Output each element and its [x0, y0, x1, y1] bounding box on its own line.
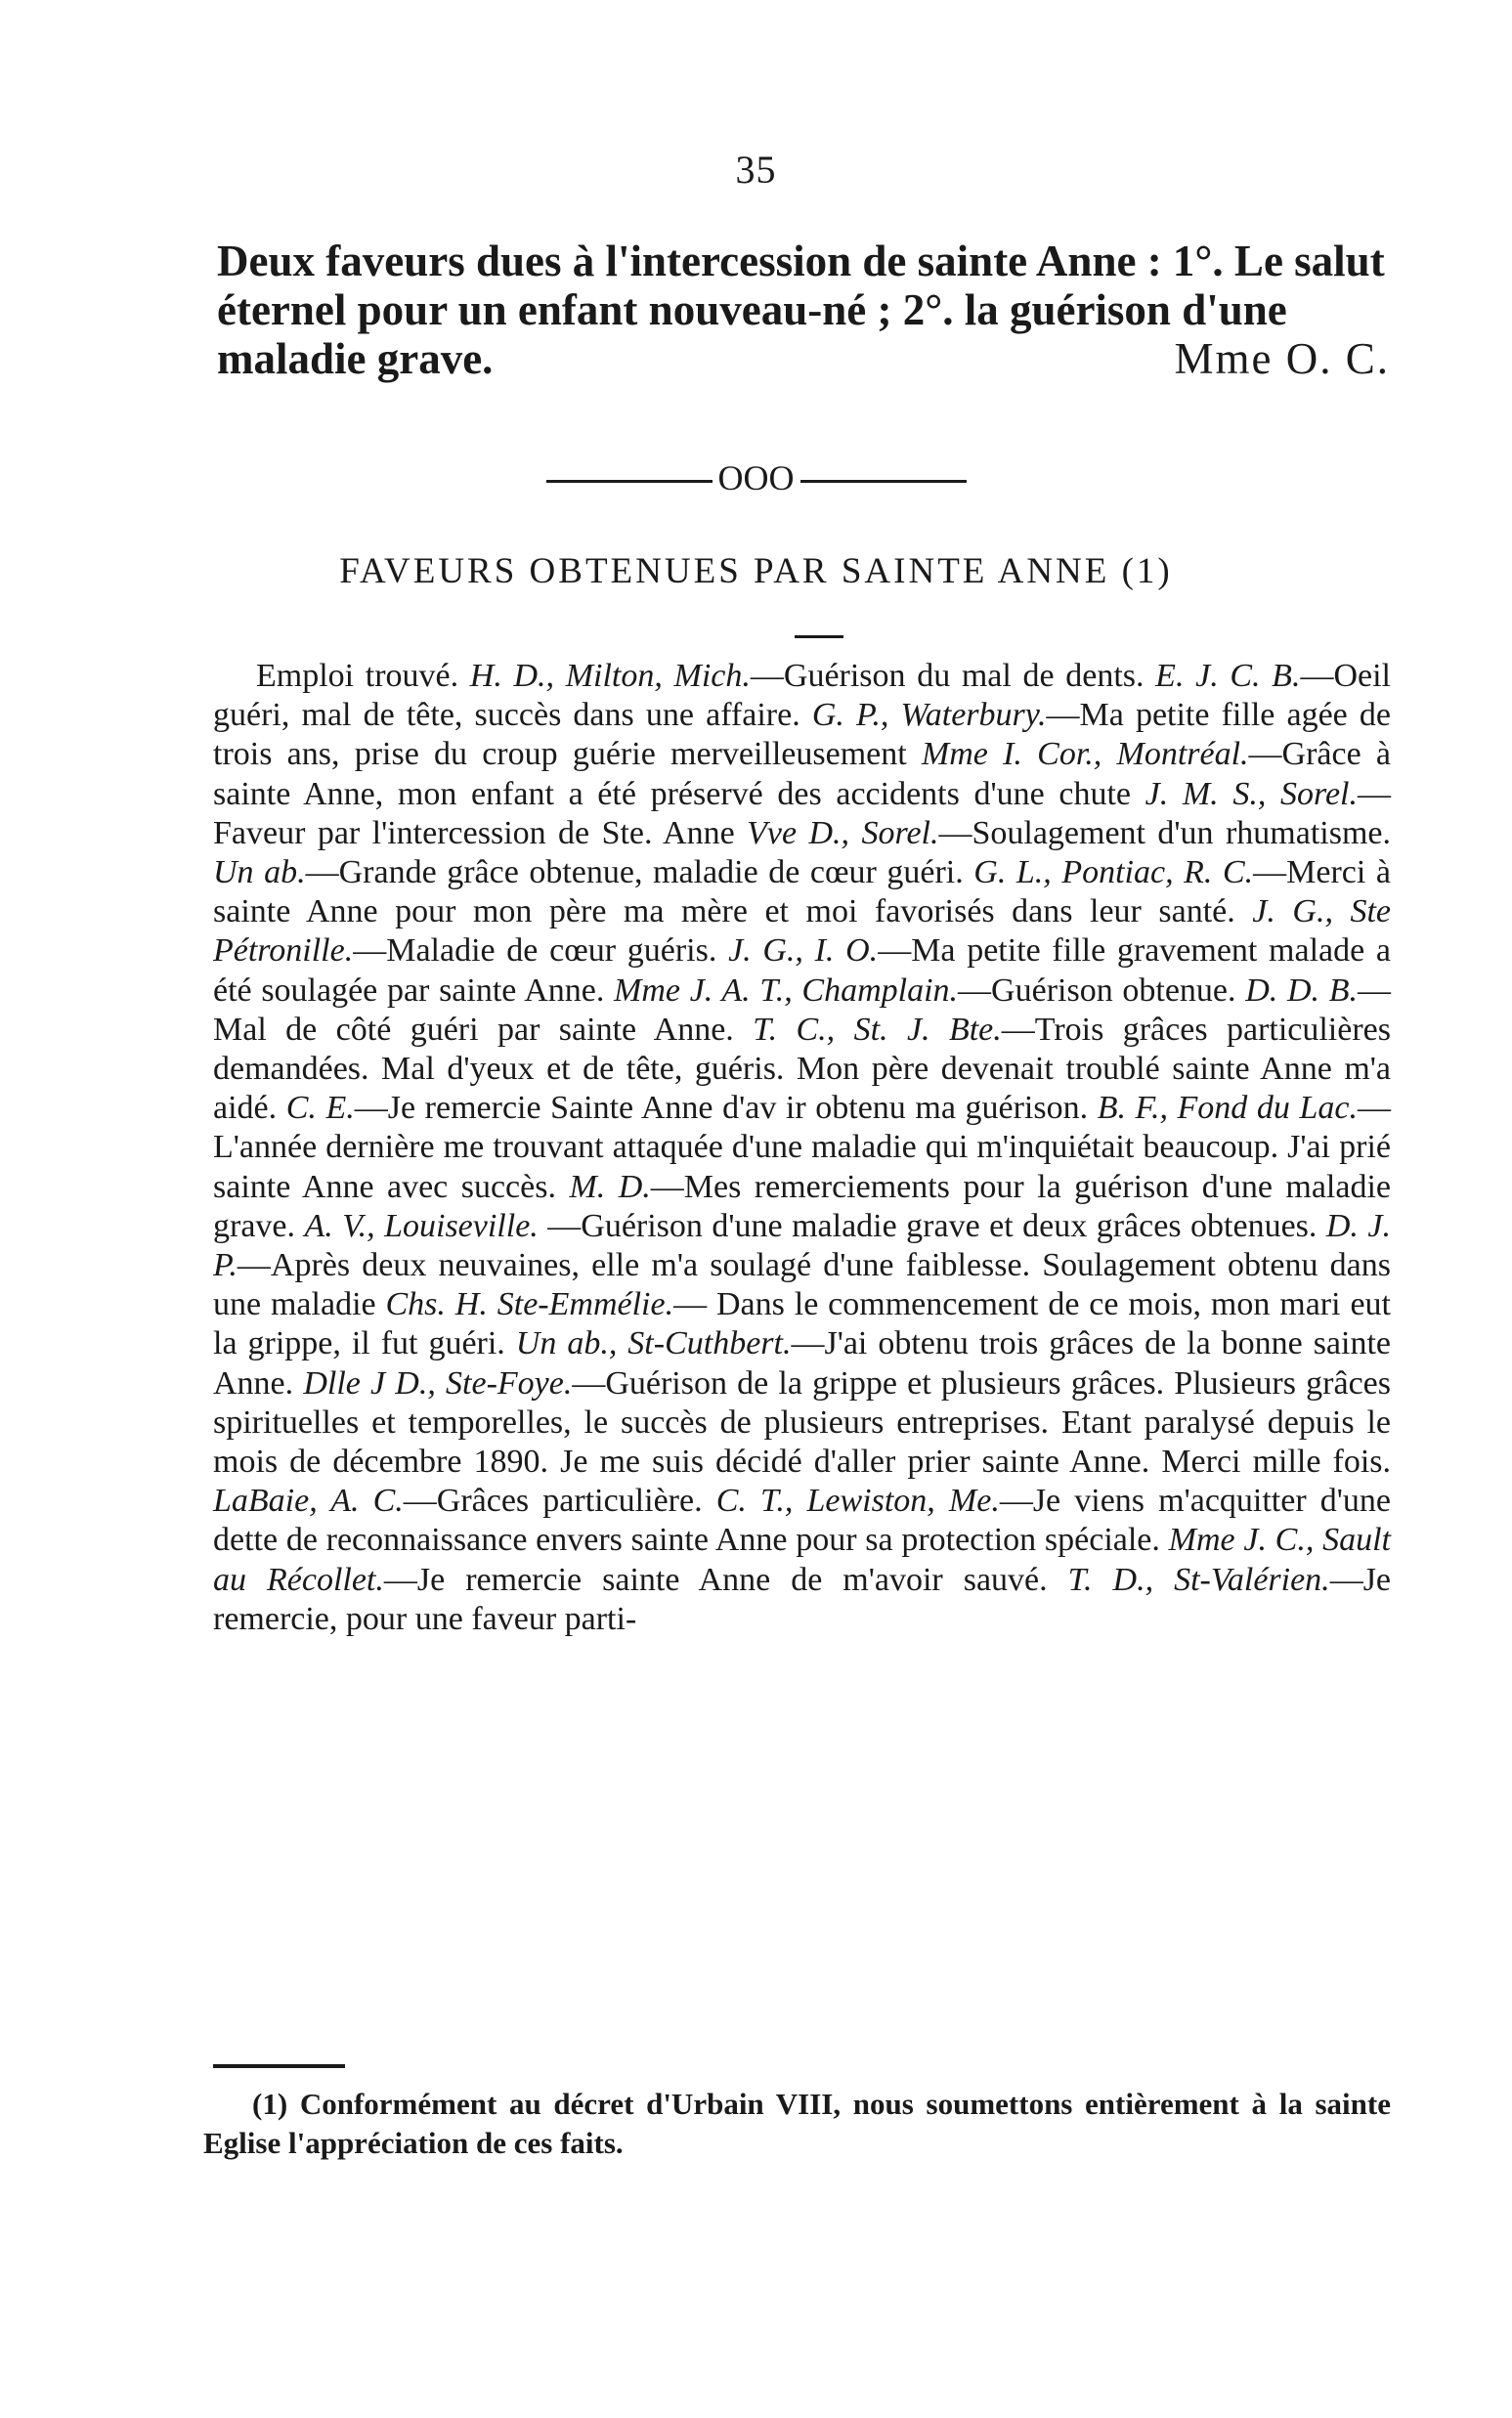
testimony-text: —Faveur par l'intercession de Ste. Anne: [213, 775, 1391, 851]
testimony-text: —Merci à sainte Anne pour mon père ma mère et moi favorisés dans leur santé.: [213, 854, 1391, 930]
contributor-reference: Vve D., Sorel.: [747, 814, 939, 851]
footnote-text: (1) Conformément au décret d'Urbain VIII, nous soumettons entièrement à la sainte Eglise l'appréciation de ces faits.: [203, 2087, 1391, 2160]
contributor-reference: A. V., Louiseville.: [304, 1207, 539, 1244]
testimony-text: —Grâce à sainte Anne, mon enfant a été préservé des accidents d'une chute: [213, 736, 1392, 812]
contributor-reference: Chs. H. Ste-Emmélie.: [385, 1286, 674, 1323]
testimony-text: —Guérison de la grippe et plusieurs grâces. Plusieurs grâces spirituelles et temporelles, le succès de plusieurs entreprises. Etant paralysé depuis le mois de décembre 1890. Je me suis décidé d'aller prier sainte Anne. Merci mille fois.: [213, 1364, 1391, 1481]
separator-label: OOO: [717, 458, 795, 497]
testimony-text: —Oeil guéri, mal de tête, succès dans une affaire.: [213, 658, 1391, 734]
intro-paragraph: [217, 237, 1390, 383]
testimony-text: —Soulagement d'un rhumatisme.: [938, 814, 1391, 851]
testimony-text: —Guérison du mal de dents.: [750, 658, 1156, 694]
testimony-text: —Je remercie, pour une faveur parti-: [213, 1561, 1392, 1637]
testimony-text: —Mal de côté guéri par sainte Anne.: [213, 972, 1391, 1048]
testimony-text: —Trois grâces particulières demandées. Mal d'yeux et de tête, guéris. Mon père devenait troublé sainte Anne m'a aidé.: [213, 1011, 1391, 1127]
contributor-reference: C. E.: [285, 1090, 355, 1127]
testimony-text: —Je viens m'acquitter d'une dette de reconnaissance envers sainte Anne pour sa protection spéciale.: [213, 1483, 1391, 1559]
contributor-reference: E. J. C. B.: [1155, 658, 1301, 694]
contributor-reference: Dlle J D., Ste-Foye.: [303, 1364, 573, 1402]
testimony-text: —Je remercie sainte Anne de m'avoir sauvé.: [383, 1561, 1068, 1598]
contributor-reference: Un ab., St-Cuthbert.: [515, 1325, 792, 1362]
testimony-text: —Grande grâce obtenue, maladie de cœur guéri.: [305, 854, 974, 891]
testimony-text: —Grâces particulière.: [403, 1483, 716, 1520]
testimony-text: —Maladie de cœur guéris.: [353, 932, 729, 970]
contributor-reference: Mme J. A. T., Champlain.: [614, 972, 959, 1009]
footnote: [203, 2085, 1391, 2163]
heading-rule: [795, 635, 843, 638]
contributor-reference: Mme I. Cor., Montréal.: [921, 736, 1249, 773]
intro-signature: Mme O. C.: [1174, 334, 1390, 383]
ornamental-separator: [0, 457, 1512, 498]
contributor-reference: M. D.: [569, 1168, 651, 1205]
separator-rule-right: [800, 480, 967, 483]
contributor-reference: D. J. P.: [213, 1207, 1391, 1284]
contributor-reference: J. G., Ste Pétronille.: [213, 893, 1391, 970]
testimony-text: —Mes remerciements pour la guérison d'une maladie grave.: [213, 1168, 1391, 1244]
contributor-reference: D. D. B.: [1245, 972, 1358, 1009]
testimony-text: — L'année dernière me trouvant attaquée d'une maladie qui m'inquiétait beaucoup. J'ai prié sainte Anne avec succès.: [213, 1090, 1391, 1205]
separator-rule-left: [546, 480, 713, 483]
intro-text: Deux faveurs dues à l'intercession de sainte Anne : 1°. Le salut éternel pour un enfant nouveau-né ; 2°. la guérison d'une maladie grave.: [217, 237, 1385, 383]
contributor-reference: Un ab.: [213, 854, 306, 891]
contributor-reference: Mme J. C., Sault au Récollet.: [213, 1522, 1391, 1598]
contributor-reference: H. D., Milton, Mich.: [469, 658, 751, 694]
contributor-reference: C. T., Lewiston, Me.: [715, 1483, 1000, 1520]
testimony-text: —J'ai obtenu trois grâces de la bonne sainte Anne.: [213, 1325, 1392, 1402]
testimony-text: —Guérison d'une maladie grave et deux grâces obtenues.: [538, 1207, 1326, 1244]
contributor-reference: T. C., St. J. Bte.: [753, 1011, 1002, 1048]
contributor-reference: G. L., Pontiac, R. C.: [973, 854, 1254, 891]
testimony-text: —Après deux neuvaines, elle m'a soulagé d'une faiblesse. Soulagement obtenu dans une maladie: [213, 1247, 1391, 1323]
testimony-text: —Guérison obtenue.: [958, 972, 1246, 1009]
section-heading: FAVEURS OBTENUES PAR SAINTE ANNE (1): [339, 551, 1173, 591]
page-number: 35: [735, 148, 777, 192]
body-paragraph: [213, 657, 1391, 1639]
footnote-rule: [213, 2064, 345, 2068]
contributor-reference: B. F., Fond du Lac.: [1097, 1090, 1358, 1127]
testimony-text: — Dans le commencement de ce mois, mon mari eut la grippe, il fut guéri.: [213, 1286, 1391, 1362]
contributor-reference: G. P., Waterbury.: [811, 697, 1047, 734]
testimony-text: —Ma petite fille gravement malade a été soulagée par sainte Anne.: [213, 932, 1392, 1009]
contributor-reference: T. D., St-Valérien.: [1067, 1561, 1330, 1598]
contributor-reference: J. G., I. O.: [728, 932, 879, 970]
testimony-text: —Ma petite fille agée de trois ans, prise du croup guérie merveilleusement: [213, 697, 1391, 773]
testimony-text: —Je remercie Sainte Anne d'av ir obtenu ma guérison.: [354, 1090, 1098, 1127]
contributor-reference: LaBaie, A. C.: [213, 1483, 404, 1520]
testimony-text: Emploi trouvé.: [256, 658, 470, 694]
contributor-reference: J. M. S., Sorel.: [1145, 775, 1358, 812]
